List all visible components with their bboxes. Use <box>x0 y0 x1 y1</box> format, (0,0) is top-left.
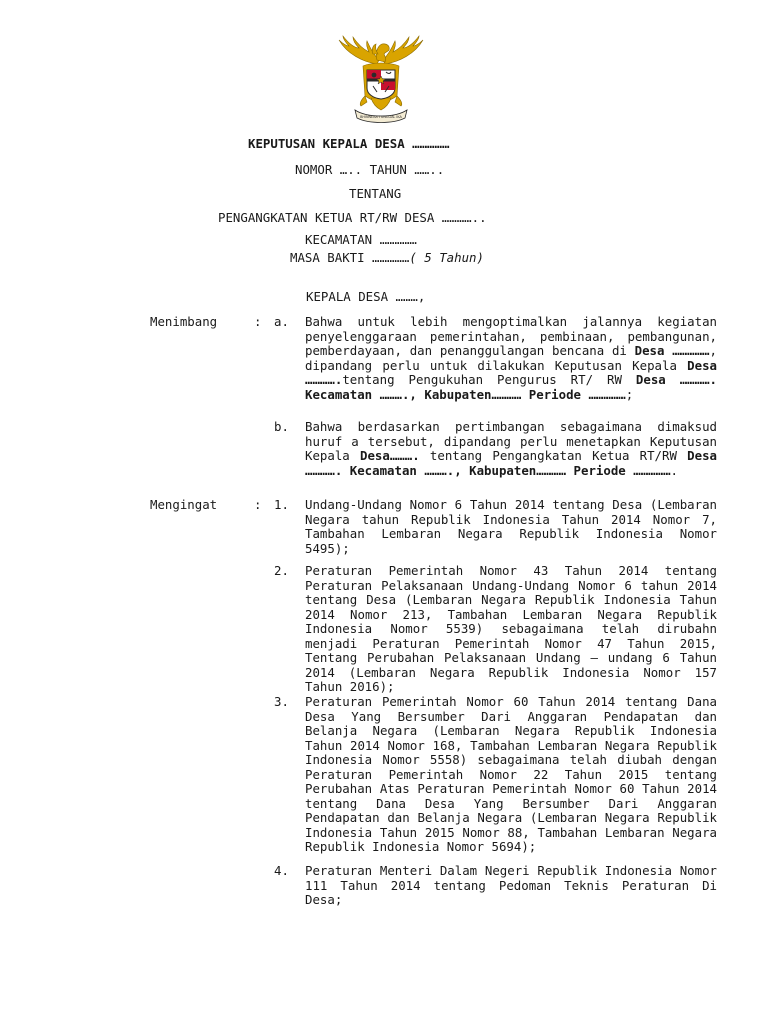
mengingat-4-marker: 4. <box>274 863 289 878</box>
menimbang-a-text: Bahwa untuk lebih mengoptimalkan jalannya kegiatan penyelenggaraan pemerintahan, pembinaan, pembangunan, pemberdayaan, dan penanggulangan bencana di Desa ……………, dipandang perlu untuk dilakukan Keputusan Kepala Desa ………….tentang Pengukuhan Pengurus RT/ RW Desa …………. Kecamatan ………., Kabupaten………… Periode ……………; <box>305 314 717 402</box>
garuda-pancasila-emblem <box>333 34 429 124</box>
mengingat-4-text: Peraturan Menteri Dalam Negeri Republik Indonesia Nomor 111 Tahun 2014 tentang Pedoman Teknis Peraturan Di Desa; <box>305 863 717 907</box>
mengingat-2-marker: 2. <box>274 563 289 578</box>
tentang-line: TENTANG <box>349 186 402 201</box>
masa-bakti-label: MASA BAKTI …………… <box>290 250 410 265</box>
menimbang-label: Menimbang <box>150 314 218 329</box>
menimbang-a-marker: a. <box>274 314 289 329</box>
menimbang-b-marker: b. <box>274 419 289 434</box>
mengingat-label: Mengingat <box>150 497 218 512</box>
mengingat-1-text: Undang-Undang Nomor 6 Tahun 2014 tentang Desa (Lembaran Negara tahun Republik Indonesia Tahun 2014 Nomor 7, Tambahan Lembaran Negara Republik Indonesia Nomor 5495); <box>305 497 717 556</box>
nomor-line: NOMOR ….. TAHUN …….. <box>295 162 445 177</box>
page-title: KEPUTUSAN KEPALA DESA …………… <box>248 136 450 151</box>
masa-bakti-period: ( 5 Tahun) <box>409 250 484 265</box>
menimbang-colon: : <box>254 314 262 329</box>
mengingat-2-text: Peraturan Pemerintah Nomor 43 Tahun 2014 tentang Peraturan Pelaksanaan Undang-Undang Nomor 6 tahun 2014 tentang Desa (Lembaran Negara Republik Indonesia Tahun 2014 Nomor 213, Tambahan Lembaran Negara Republik Indonesia Nomor 5539) sebagaimana telah dirubahn menjadi Peraturan Pemerintah Nomor 47 Tahun 2015, Tentang Perubahan Pelaksanaan Undang – undang 6 Tahun 2014 (Lembaran Negara Republik Indonesia Nomor 157 Tahun 2016); <box>305 563 717 694</box>
mengingat-3-text: Peraturan Pemerintah Nomor 60 Tahun 2014 tentang Dana Desa Yang Bersumber Dari Anggaran Pendapatan dan Belanja Negara (Lembaran Negara Republik Indonesia Tahun 2014 Nomor 168, Tambahan Lembaran Negara Republik Indonesia Nomor 5558) sebagaimana telah diubah dengan Peraturan Pemerintah Nomor 22 Tahun 2015 tentang Perubahan Atas Peraturan Pemerintah Nomor 60 Tahun 2014 tentang Dana Desa Yang Bersumber Dari Anggaran Pendapatan dan Belanja Negara (Lembaran Negara Republik Indonesia Tahun 2015 Nomor 88, Tambahan Lembaran Negara Republik Indonesia Nomor 5694); <box>305 694 717 854</box>
masa-bakti-line <box>290 250 484 266</box>
mengingat-3-marker: 3. <box>274 694 289 709</box>
mengingat-colon: : <box>254 497 262 512</box>
shield-icon <box>367 70 395 99</box>
kepala-desa-line: KEPALA DESA ………, <box>306 289 426 304</box>
mengingat-1-marker: 1. <box>274 497 289 512</box>
menimbang-b-text: Bahwa berdasarkan pertimbangan sebagaimana dimaksud huruf a tersebut, dipandang perlu menetapkan Keputusan Kepala Desa………. tentang Pengangkatan Ketua RT/RW Desa …………. Kecamatan ………., Kabupaten………… Periode ……………. <box>305 419 718 478</box>
subject-line: PENGANGKATAN KETUA RT/RW DESA ………….. <box>218 210 487 225</box>
kecamatan-line: KECAMATAN …………… <box>305 232 417 247</box>
svg-text:BHINNEKA TUNGGAL IKA: BHINNEKA TUNGGAL IKA <box>360 115 402 119</box>
